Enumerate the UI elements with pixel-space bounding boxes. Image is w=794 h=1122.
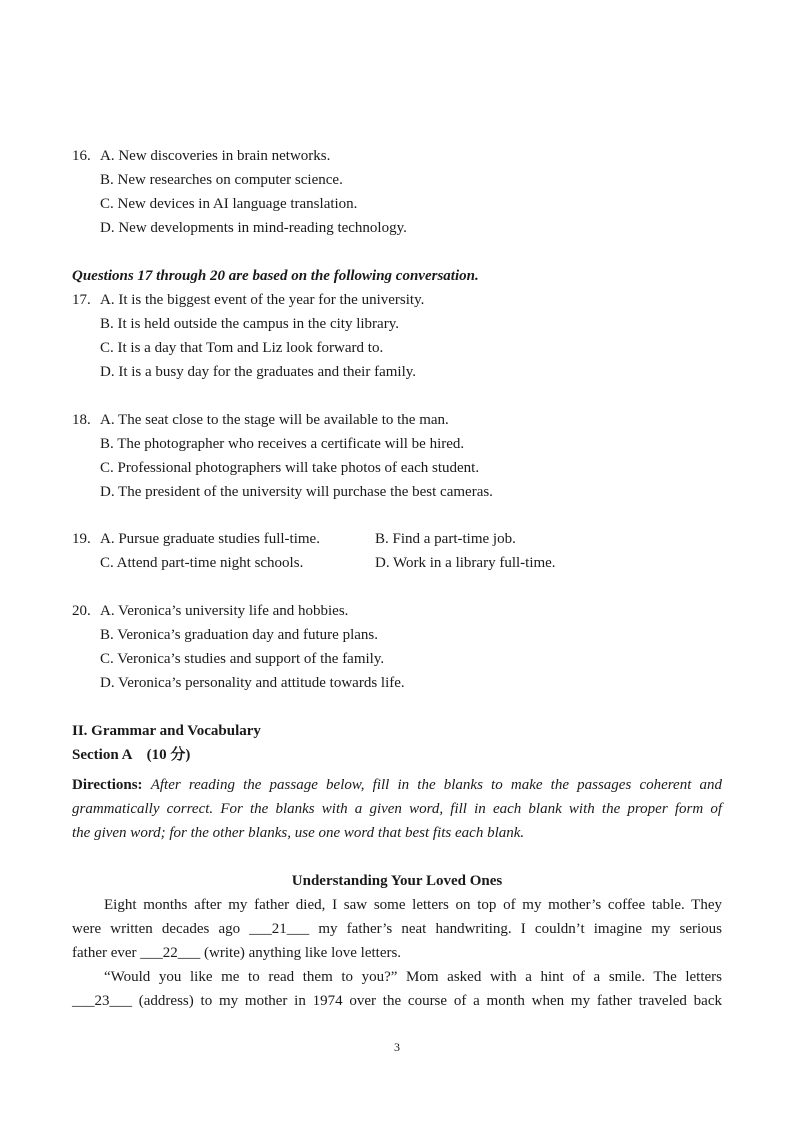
directions-line-2: grammatically correct. For the blanks with a given word, fill in each blank with the proper form of <box>72 801 722 817</box>
passage-p1-line-3: father ever ___22___ (write) anything like love letters. <box>72 945 402 961</box>
conversation-header: Questions 17 through 20 are based on the following conversation. <box>72 268 479 284</box>
question-19-option-b: B. Find a part-time job. <box>375 531 516 547</box>
directions-line-3: the given word; for the other blanks, use one word that best fits each blank. <box>72 825 525 841</box>
question-16-option-a: A. New discoveries in brain networks. <box>100 148 331 164</box>
question-18-option-c: C. Professional photographers will take photos of each student. <box>100 460 480 476</box>
section-a-subheading: Section A (10 分) <box>72 747 191 763</box>
section-heading: II. Grammar and Vocabulary <box>72 723 261 739</box>
question-20-number: 20. <box>72 603 91 619</box>
question-20-option-c: C. Veronica’s studies and support of the family. <box>100 651 385 667</box>
passage-p2-line-1: “Would you like me to read them to you?” Mom asked with a hint of a smile. The letters <box>104 969 722 985</box>
question-17-number: 17. <box>72 292 91 308</box>
passage-p1-line-2: were written decades ago ___21___ my father’s neat handwriting. I couldn’t imagine my serious <box>72 921 722 937</box>
question-16-number: 16. <box>72 148 91 164</box>
question-20-option-d: D. Veronica’s personality and attitude towards life. <box>100 675 405 691</box>
question-18-option-b: B. The photographer who receives a certificate will be hired. <box>100 436 465 452</box>
question-19-option-d: D. Work in a library full-time. <box>375 555 556 571</box>
directions-line-1 <box>72 773 722 797</box>
question-16-option-b: B. New researches on computer science. <box>100 172 343 188</box>
question-17-option-b: B. It is held outside the campus in the city library. <box>100 316 399 332</box>
passage-title: Understanding Your Loved Ones <box>291 873 503 889</box>
question-16-option-c: C. New devices in AI language translation. <box>100 196 358 212</box>
question-19-option-c: C. Attend part-time night schools. <box>100 555 304 571</box>
question-18-number: 18. <box>72 412 91 428</box>
question-18-option-a: A. The seat close to the stage will be available to the man. <box>100 412 449 428</box>
question-19-number: 19. <box>72 531 91 547</box>
question-17-option-d: D. It is a busy day for the graduates and their family. <box>100 364 417 380</box>
question-20-option-a: A. Veronica’s university life and hobbies. <box>100 603 349 619</box>
directions-label: Directions: <box>72 777 143 793</box>
question-20-option-b: B. Veronica’s graduation day and future plans. <box>100 627 378 643</box>
question-16-option-d: D. New developments in mind-reading technology. <box>100 220 407 236</box>
question-18-option-d: D. The president of the university will purchase the best cameras. <box>100 484 493 500</box>
passage-p1-line-1: Eight months after my father died, I saw some letters on top of my mother’s coffee table. They <box>104 897 722 913</box>
directions-text-1: After reading the passage below, fill in the blanks to make the passages coherent and <box>150 777 723 793</box>
page-number: 3 <box>394 1040 400 1054</box>
question-17-option-a: A. It is the biggest event of the year for the university. <box>100 292 425 308</box>
passage-p2-line-2: ___23___ (address) to my mother in 1974 over the course of a month when my father traveled back <box>72 993 722 1009</box>
question-19-option-a: A. Pursue graduate studies full-time. <box>100 531 320 547</box>
question-17-option-c: C. It is a day that Tom and Liz look forward to. <box>100 340 384 356</box>
